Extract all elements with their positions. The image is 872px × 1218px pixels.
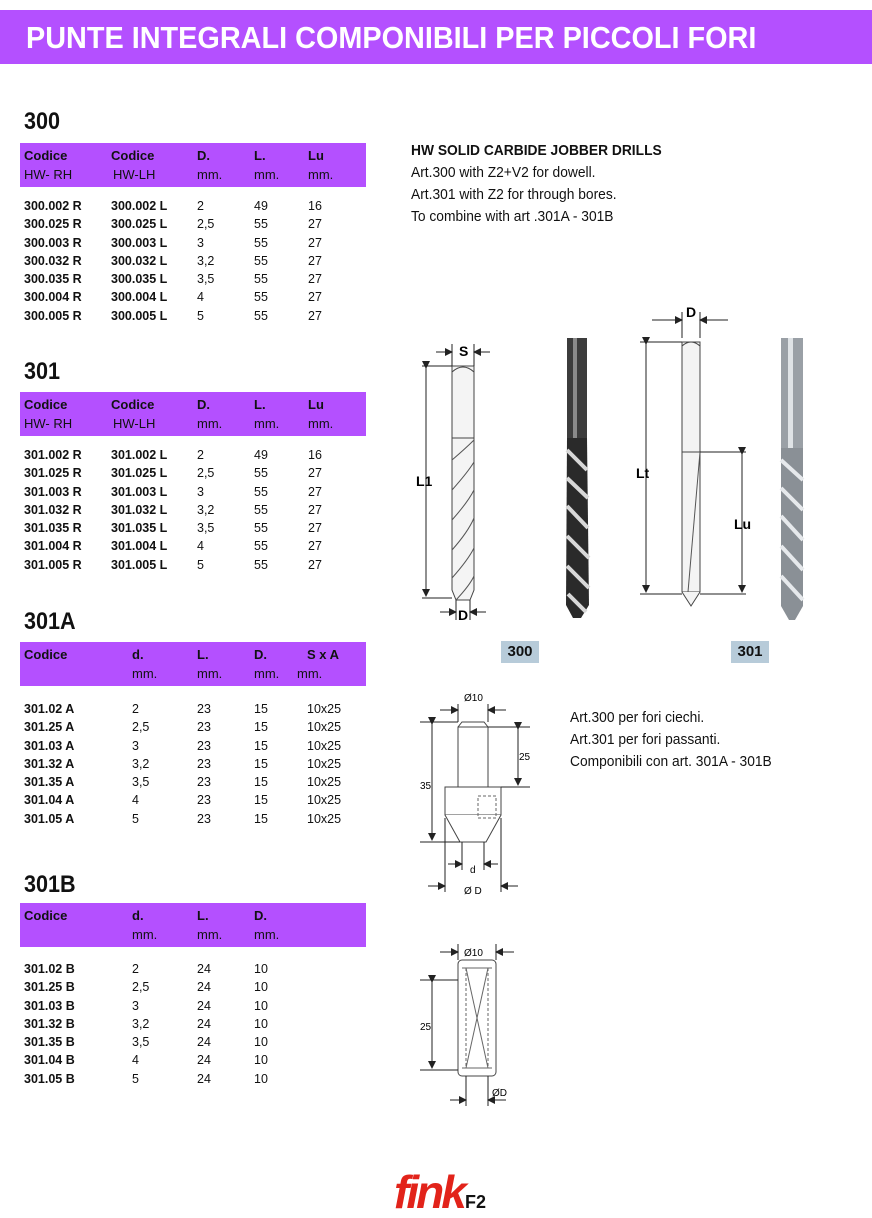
adapter-b-label-len: 25 — [420, 1022, 432, 1033]
badge-300: 300 — [501, 641, 539, 663]
table-cell: 10x25 — [307, 738, 342, 753]
table-cell: 15 — [254, 720, 268, 735]
table-cell: 55 — [254, 272, 268, 287]
table-cell: 3,2 — [197, 253, 215, 268]
table-cell: 5 — [132, 1071, 139, 1086]
drill-label-d: D — [458, 607, 469, 623]
table-cell: 15 — [254, 775, 268, 790]
adapter-a-label-d: d — [470, 865, 476, 876]
table-cell: 16 — [308, 448, 322, 462]
table-cell: 301.05 A — [24, 811, 75, 826]
table-cell: 23 — [197, 702, 211, 716]
table-cell: 55 — [254, 484, 268, 499]
adapter-a-label-top: Ø10 — [464, 693, 483, 704]
column-unit: HW- RH — [24, 416, 73, 431]
column-header: Codice — [24, 647, 68, 662]
table-cell: 5 — [197, 308, 204, 323]
table-cell: 300.002 L — [111, 199, 168, 213]
table-cell: 301.003 R — [24, 484, 82, 499]
table-cell: 300.032 R — [24, 253, 82, 268]
table-cell: 301.035 R — [24, 521, 82, 536]
table-cell: 24 — [197, 980, 211, 995]
table-cell: 27 — [308, 521, 322, 536]
table-cell: 55 — [254, 235, 268, 250]
column-unit: mm. — [308, 167, 334, 182]
table-cell: 10x25 — [307, 811, 342, 826]
table-cell: 24 — [197, 1071, 211, 1086]
column-unit: HW-LH — [113, 167, 156, 182]
table-cell: 300.035 R — [24, 272, 82, 287]
table-cell: 5 — [197, 557, 204, 572]
drill-label-lu: Lu — [734, 516, 752, 532]
description-line: Componibili con art. 301A - 301B — [570, 753, 772, 770]
table-cell: 16 — [308, 199, 322, 213]
table-cell: 3 — [132, 998, 139, 1013]
table-cell: 301.032 R — [24, 502, 82, 517]
column-header: Codice — [24, 397, 68, 412]
table-cell: 3,5 — [197, 521, 215, 536]
table-cell: 15 — [254, 811, 268, 826]
section-title: 301 — [24, 358, 61, 385]
column-header: D. — [197, 397, 210, 412]
column-unit: mm. — [197, 666, 223, 681]
table-cell: 15 — [254, 793, 268, 808]
table-cell: 300.032 L — [111, 253, 168, 268]
table-cell: 10 — [254, 980, 268, 995]
table-cell: 15 — [254, 702, 268, 716]
table-cell: 300.005 L — [111, 308, 168, 323]
logo-text: fink — [394, 1166, 464, 1218]
table-cell: 301.03 B — [24, 998, 75, 1013]
table-cell: 10 — [254, 1016, 268, 1031]
adapter-b-label-top: Ø10 — [464, 948, 483, 959]
table-cell: 55 — [254, 253, 268, 268]
table-cell: 10x25 — [307, 775, 342, 790]
table-cell: 301.05 B — [24, 1071, 75, 1086]
table-cell: 23 — [197, 811, 211, 826]
table-cell: 3 — [197, 484, 204, 499]
table-cell: 27 — [308, 557, 322, 572]
table-cell: 5 — [132, 811, 139, 826]
table-cell: 301.35 B — [24, 1035, 75, 1050]
page-number: F2 — [465, 1192, 487, 1212]
table-cell: 27 — [308, 466, 322, 481]
table-cell: 300.004 L — [111, 290, 168, 305]
column-unit: HW-LH — [113, 416, 156, 431]
table-cell: 10x25 — [307, 793, 342, 808]
table-cell: 4 — [132, 793, 139, 808]
table-cell: 27 — [308, 235, 322, 250]
column-header: Lu — [308, 397, 324, 412]
table-cell: 300.003 L — [111, 235, 168, 250]
table-cell: 27 — [308, 308, 322, 323]
table-cell: 301.002 R — [24, 448, 82, 462]
section-title: 301B — [24, 871, 76, 898]
column-unit: mm. — [197, 167, 223, 182]
table-cell: 24 — [197, 962, 211, 976]
table-cell: 55 — [254, 521, 268, 536]
table-cell: 55 — [254, 290, 268, 305]
table-cell: 301.025 L — [111, 466, 168, 481]
column-header: D. — [254, 647, 267, 662]
table-cell: 4 — [197, 539, 204, 554]
table-cell: 301.004 R — [24, 539, 82, 554]
table-cell: 300.025 R — [24, 217, 82, 232]
table-cell: 27 — [308, 502, 322, 517]
column-unit: mm. — [297, 666, 323, 681]
table-cell: 23 — [197, 720, 211, 735]
drill-label-d-top: D — [686, 304, 697, 320]
table-cell: 15 — [254, 756, 268, 771]
table-cell: 24 — [197, 1016, 211, 1031]
table-cell: 2 — [197, 199, 204, 213]
table-cell: 301.32 B — [24, 1016, 75, 1031]
description-heading: HW SOLID CARBIDE JOBBER DRILLS — [411, 142, 662, 159]
table-cell: 10x25 — [307, 702, 342, 716]
table-cell: 301.025 R — [24, 466, 82, 481]
column-unit: mm. — [254, 666, 280, 681]
table-cell: 301.02 B — [24, 962, 75, 976]
table-cell: 55 — [254, 217, 268, 232]
table-cell: 3 — [132, 738, 139, 753]
section-title: 300 — [24, 108, 61, 135]
table-cell: 300.035 L — [111, 272, 168, 287]
table-cell: 15 — [254, 738, 268, 753]
section-title: 301A — [24, 608, 76, 635]
table-cell: 49 — [254, 448, 268, 462]
description-line: Art.300 with Z2+V2 for dowell. — [411, 164, 596, 181]
table-cell: 3,2 — [132, 756, 150, 771]
table-cell: 300.002 R — [24, 199, 82, 213]
adapter-b-label-bottom: ØD — [492, 1088, 507, 1099]
table-cell: 300.005 R — [24, 308, 82, 323]
description-line: To combine with art .301A - 301B — [411, 208, 614, 225]
table-cell: 301.03 A — [24, 738, 75, 753]
column-unit: mm. — [308, 416, 334, 431]
table-cell: 23 — [197, 793, 211, 808]
column-header: D. — [254, 908, 267, 923]
badge-301: 301 — [731, 641, 769, 663]
column-unit: mm. — [254, 927, 280, 942]
table-cell: 27 — [308, 217, 322, 232]
table-cell: 300.004 R — [24, 290, 82, 305]
adapter-a-label-len: 25 — [519, 752, 531, 763]
column-header: d. — [132, 908, 144, 923]
adapter-a-label-bottom: Ø D — [464, 886, 482, 897]
table-cell: 4 — [197, 290, 204, 305]
table-cell: 24 — [197, 1035, 211, 1050]
table-cell: 301.02 A — [24, 702, 75, 716]
table-cell: 3,5 — [132, 1035, 150, 1050]
column-unit: mm. — [254, 167, 280, 182]
drill-label-lt: Lt — [636, 465, 650, 481]
table-cell: 10x25 — [307, 720, 342, 735]
table-cell: 23 — [197, 775, 211, 790]
table-cell: 301.04 B — [24, 1053, 75, 1068]
column-unit: mm. — [254, 416, 280, 431]
table-cell: 301.04 A — [24, 793, 75, 808]
table-cell: 55 — [254, 502, 268, 517]
column-unit: mm. — [132, 666, 158, 681]
table-cell: 3,5 — [197, 272, 215, 287]
table-cell: 301.25 A — [24, 720, 75, 735]
table-cell: 300.003 R — [24, 235, 82, 250]
table-cell: 49 — [254, 199, 268, 213]
column-header: L. — [254, 148, 266, 163]
table-cell: 2,5 — [197, 217, 215, 232]
column-unit: mm. — [197, 927, 223, 942]
table-cell: 301.35 A — [24, 775, 75, 790]
table-cell: 2,5 — [197, 466, 215, 481]
table-cell: 301.25 B — [24, 980, 75, 995]
table-cell: 4 — [132, 1053, 139, 1068]
table-cell: 10x25 — [307, 756, 342, 771]
table-cell: 23 — [197, 756, 211, 771]
table-cell: 3 — [197, 235, 204, 250]
table-cell: 27 — [308, 272, 322, 287]
table-cell: 301.003 L — [111, 484, 168, 499]
table-cell: 27 — [308, 539, 322, 554]
table-cell: 301.002 L — [111, 448, 168, 462]
table-cell: 55 — [254, 466, 268, 481]
table-cell: 301.004 L — [111, 539, 168, 554]
column-header: L. — [197, 908, 209, 923]
column-header: L. — [197, 647, 209, 662]
table-cell: 3,2 — [197, 502, 215, 517]
table-cell: 10 — [254, 1071, 268, 1086]
column-unit: HW- RH — [24, 167, 73, 182]
column-header: D. — [197, 148, 210, 163]
table-cell: 301.32 A — [24, 756, 75, 771]
column-header: Codice — [111, 148, 155, 163]
table-cell: 24 — [197, 1053, 211, 1068]
column-header: S x A — [307, 647, 340, 662]
table-cell: 27 — [308, 253, 322, 268]
adapter-a-label-total: 35 — [420, 781, 432, 792]
table-cell: 2 — [132, 702, 139, 716]
table-cell: 2 — [132, 962, 139, 976]
table-cell: 2,5 — [132, 720, 150, 735]
table-cell: 301.032 L — [111, 502, 168, 517]
table-cell: 23 — [197, 738, 211, 753]
table-cell: 55 — [254, 557, 268, 572]
fink-logo — [394, 1166, 469, 1218]
table-cell: 2 — [197, 448, 204, 462]
table-cell: 55 — [254, 539, 268, 554]
table-cell: 2,5 — [132, 980, 150, 995]
column-header: Codice — [111, 397, 155, 412]
table-cell: 300.025 L — [111, 217, 168, 232]
table-cell: 3,5 — [132, 775, 150, 790]
drill-label-l1: L1 — [416, 473, 433, 489]
column-unit: mm. — [132, 927, 158, 942]
column-header: Codice — [24, 148, 68, 163]
description-line: Art.301 per fori passanti. — [570, 731, 721, 748]
table-cell: 55 — [254, 308, 268, 323]
table-cell: 10 — [254, 998, 268, 1013]
table-cell: 10 — [254, 1053, 268, 1068]
table-cell: 10 — [254, 962, 268, 976]
column-header: d. — [132, 647, 144, 662]
table-cell: 301.005 R — [24, 557, 82, 572]
table-cell: 27 — [308, 484, 322, 499]
column-header: L. — [254, 397, 266, 412]
description-line: Art.300 per fori ciechi. — [570, 709, 705, 726]
column-header: Lu — [308, 148, 324, 163]
table-cell: 3,2 — [132, 1016, 150, 1031]
drill-label-s: S — [459, 343, 469, 359]
table-cell: 301.035 L — [111, 521, 168, 536]
page-title: PUNTE INTEGRALI COMPONIBILI PER PICCOLI FORI — [26, 20, 757, 55]
table-cell: 24 — [197, 998, 211, 1013]
column-header: Codice — [24, 908, 68, 923]
table-cell: 27 — [308, 290, 322, 305]
description-line: Art.301 with Z2 for through bores. — [411, 186, 617, 203]
table-cell: 301.005 L — [111, 557, 168, 572]
column-unit: mm. — [197, 416, 223, 431]
table-cell: 10 — [254, 1035, 268, 1050]
